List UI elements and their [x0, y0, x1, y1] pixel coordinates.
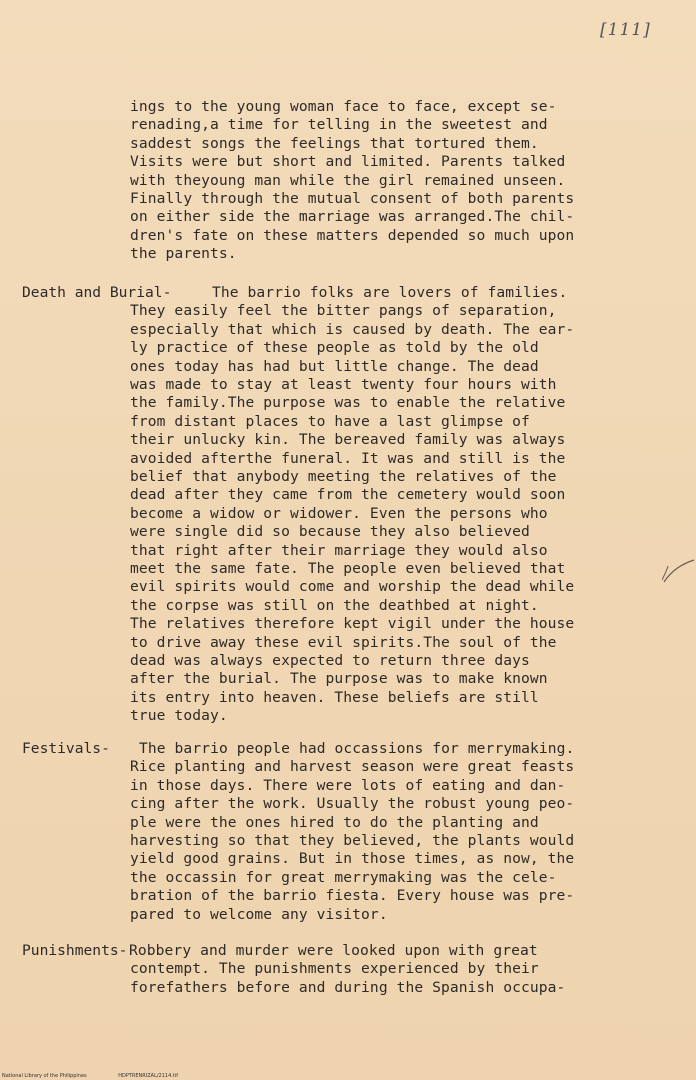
text-line: true today. [130, 707, 228, 725]
text-line: contempt. The punishments experienced by their [130, 960, 539, 978]
text-line: their unlucky kin. The bereaved family was always [130, 431, 566, 449]
text-line: Finally through the mutual consent of both parents [130, 190, 575, 207]
text-line: in those days. There were lots of eating and dan- [130, 776, 566, 794]
text-line: the parents. [130, 245, 237, 263]
page-number: [111] [600, 20, 651, 40]
text-line: the corpse was still on the deathbed at night. [130, 596, 539, 614]
text-line: ings to the young woman face to face, except se- [130, 98, 557, 115]
text-line: ones today has had but little change. The dead [130, 357, 539, 375]
text-line: Visits were but short and limited. Parents talked [130, 153, 566, 171]
text-line: bration of the barrio fiesta. Every house was pre- [130, 887, 575, 905]
text-line: Robbery and murder were looked upon with great [129, 942, 538, 959]
footer-library: National Library of the Philippines [2, 1073, 87, 1079]
text-line: dead after they came from the cemetery would soon [130, 486, 566, 504]
section-label: Festivals- [22, 740, 110, 757]
text-line: Rice planting and harvest season were great feasts [130, 758, 575, 776]
text-line: The relatives therefore kept vigil under the house [130, 615, 575, 633]
text-line: dead was always expected to return three days [130, 652, 530, 669]
text-line: the family.The purpose was to enable the relative [130, 394, 566, 412]
text-line: They easily feel the bitter pangs of separation, [130, 302, 557, 320]
text-line: avoided afterthe funeral. It was and still is the [130, 449, 566, 467]
text-line: The barrio folks are lovers of families. [212, 284, 568, 301]
text-line: belief that anybody meeting the relatives of the [130, 468, 557, 485]
section-label: Death and Burial- [22, 284, 172, 301]
text-line: evil spirits would come and worship the dead while [130, 578, 575, 596]
margin-pencil-mark [662, 556, 696, 586]
text-line: to drive away these evil spirits.The soul of the [130, 633, 557, 651]
text-line: with theyoung man while the girl remained unseen. [130, 171, 566, 189]
text-line: harvesting so that they believed, the plants would [130, 832, 575, 849]
text-line: pared to welcome any visitor. [130, 905, 388, 923]
text-line: the occassin for great merrymaking was the cele- [130, 868, 557, 886]
text-line: The barrio people had occassions for merrymaking. [139, 740, 575, 757]
text-line: that right after their marriage they would also [130, 541, 548, 559]
text-line: ly practice of these people as told by the old [130, 339, 539, 357]
text-line: forefathers before and during the Spanish occupa- [130, 978, 566, 996]
text-line: on either side the marriage was arranged.The chil- [130, 208, 575, 226]
footer-filename: HDPTRENRIZAL/2114.tif [118, 1073, 178, 1079]
text-line: renading,a time for telling in the sweetest and [130, 116, 548, 134]
section-label: Punishments- [22, 942, 128, 959]
text-line: saddest songs the feelings that tortured them. [130, 134, 539, 152]
text-line: after the burial. The purpose was to make known [130, 670, 548, 688]
text-line: its entry into heaven. These beliefs are still [130, 688, 539, 706]
scan-footer [2, 1073, 208, 1079]
text-line: were single did so because they also believed [130, 523, 530, 541]
text-line: especially that which is caused by death. The ear- [130, 320, 575, 338]
text-line: from distant places to have a last glimpse of [130, 412, 530, 430]
text-line: ple were the ones hired to do the planting and [130, 813, 539, 831]
text-line: was made to stay at least twenty four hours with [130, 376, 557, 393]
text-line: meet the same fate. The people even believed that [130, 560, 566, 577]
text-line: become a widow or widower. Even the persons who [130, 504, 548, 522]
text-line: dren's fate on these matters depended so much upon [130, 226, 575, 244]
text-line: yield good grains. But in those times, as now, the [130, 850, 575, 868]
text-line: cing after the work. Usually the robust young peo- [130, 795, 575, 813]
